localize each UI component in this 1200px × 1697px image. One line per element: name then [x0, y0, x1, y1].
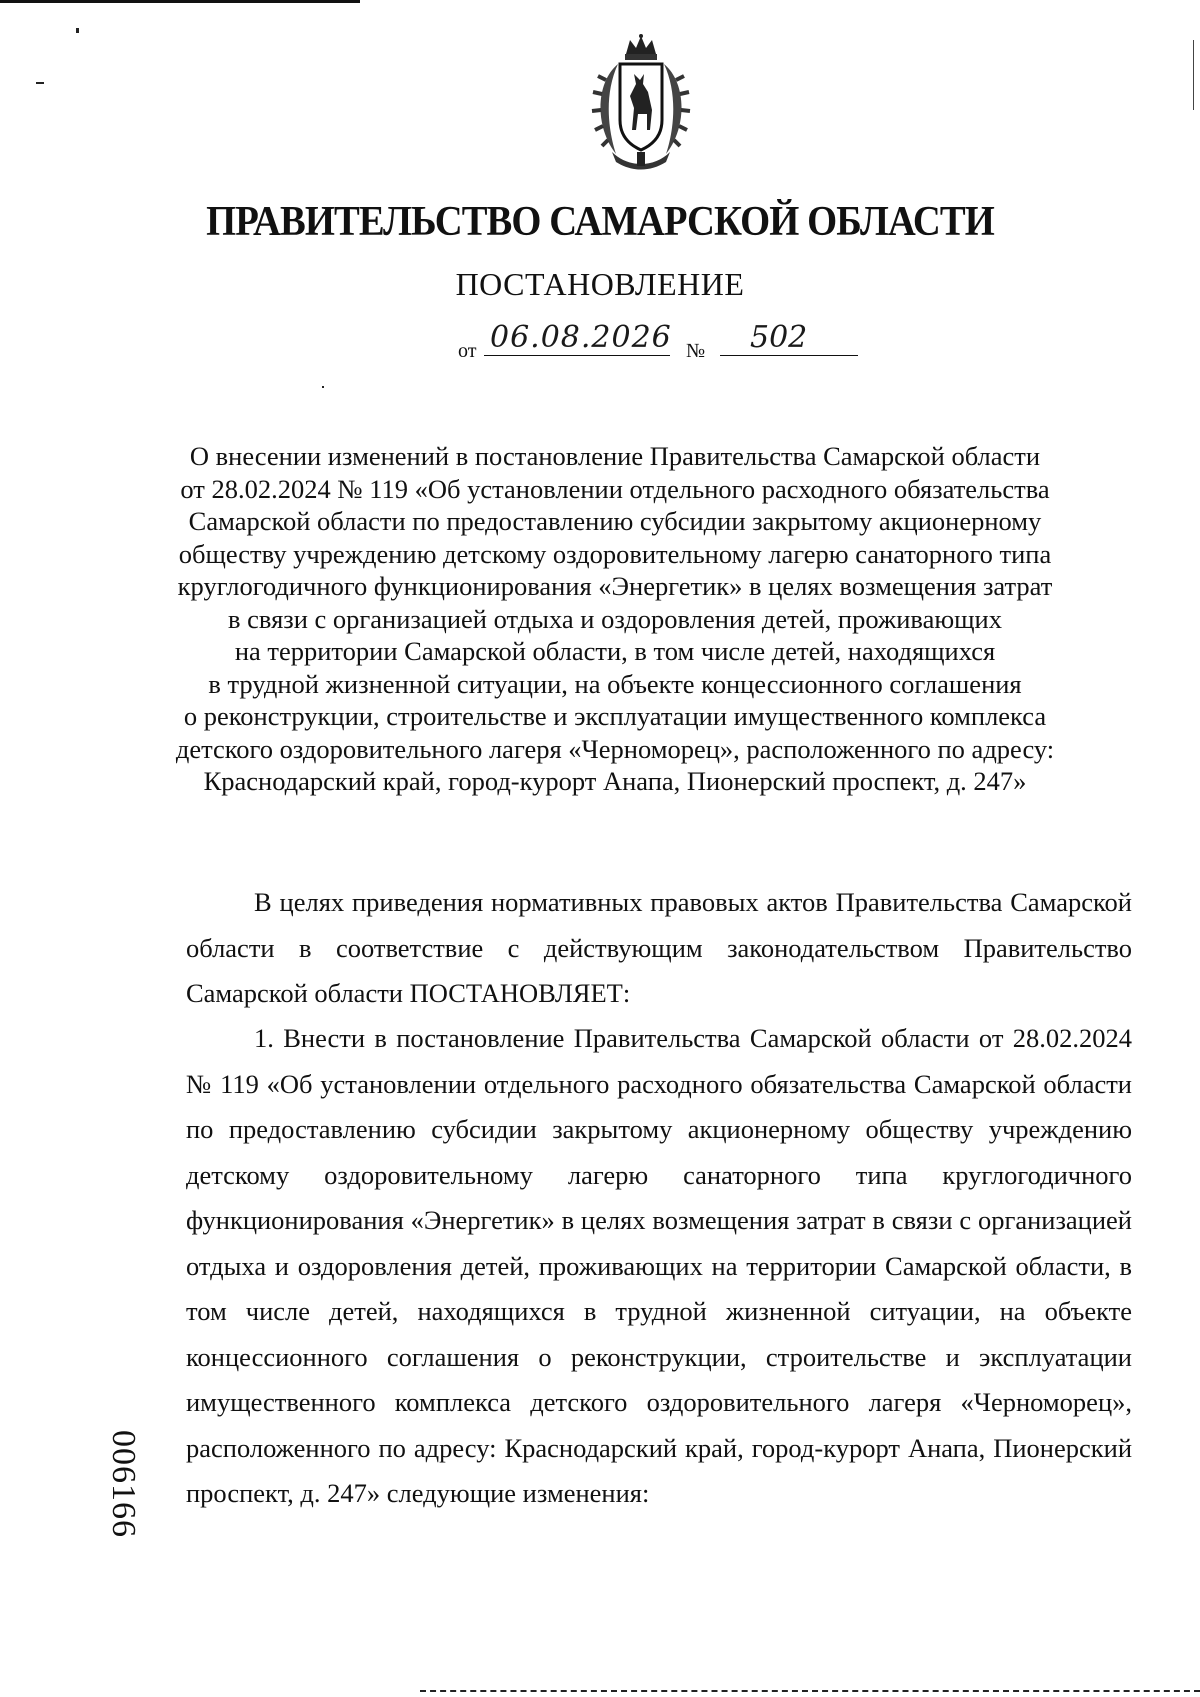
scan-border-top	[0, 0, 360, 3]
scan-edge-right	[1193, 40, 1194, 110]
scan-border-bottom	[420, 1690, 1200, 1693]
preamble-paragraph: В целях приведения нормативных правовых актов Правительства Самарской области в соответствие с действующим законодательством Правительство Самарской области ПОСТАНОВЛЯЕТ:	[186, 887, 1132, 1008]
document-type: ПОСТАНОВЛЕНИЕ	[455, 266, 745, 302]
number-prefix: №	[686, 340, 706, 362]
heading-line: Краснодарский край, город-курорт Анапа, Пионерский проспект, д. 247»	[203, 766, 1027, 796]
side-registration-number: 006166	[105, 1430, 142, 1538]
handwritten-number: 502	[720, 320, 858, 356]
heading-line: круглогодичного функционирования «Энергетик» в целях возмещения затрат	[177, 571, 1053, 601]
scan-speck	[322, 386, 324, 388]
scan-speck	[36, 82, 44, 84]
scan-speck	[76, 28, 79, 33]
handwritten-date: 06.08.2026	[484, 320, 670, 356]
date-prefix: от	[458, 340, 477, 362]
heading-line: О внесении изменений в постановление Правительства Самарской области	[189, 441, 1041, 471]
samara-coat-of-arms-icon	[588, 34, 694, 172]
heading-line: в связи с организацией отдыха и оздоровления детей, проживающих	[228, 603, 1002, 634]
heading-line: обществу учреждению детскому оздоровительному лагерю санаторного типа	[178, 538, 1052, 569]
item-1-paragraph: 1. Внести в постановление Правительства Самарской области от 28.02.2024 № 119 «Об установлении отдельного расходного обязательства Самарской области по предоставлению субсидии закрытому акционерному обществу учреждению детскому оздоровительному лагерю санаторного типа круглогодичного функционирования «Энергетик» в целях возмещения затрат в связи с организацией отдыха и оздоровления детей, проживающих на территории Самарской области, в том числе детей, находящихся в трудной жизненной ситуации, на объекте концессионного соглашения о реконструкции, строительстве и эксплуатации имущественного комплекса детского оздоровительного лагеря «Черноморец», расположенного по адресу: Краснодарский край, город-курорт Анапа, Пионерский проспект, д. 247» следующие изменения:	[186, 1023, 1132, 1508]
heading-line: о реконструкции, строительстве и эксплуатации имущественного комплекса	[183, 701, 1047, 731]
heading-line: детского оздоровительного лагеря «Черноморец», расположенного по адресу:	[175, 733, 1055, 764]
document-heading	[150, 440, 1080, 798]
heading-line: Самарской области по предоставлению субсидии закрытому акционерному	[188, 506, 1042, 536]
government-title: ПРАВИТЕЛЬСТВО САМАРСКОЙ ОБЛАСТИ	[206, 199, 994, 245]
heading-line: на территории Самарской области, в том числе детей, находящихся	[234, 636, 996, 666]
heading-line: от 28.02.2024 № 119 «Об установлении отдельного расходного обязательства	[180, 473, 1050, 504]
heading-line: в трудной жизненной ситуации, на объекте концессионного соглашения	[208, 668, 1022, 699]
